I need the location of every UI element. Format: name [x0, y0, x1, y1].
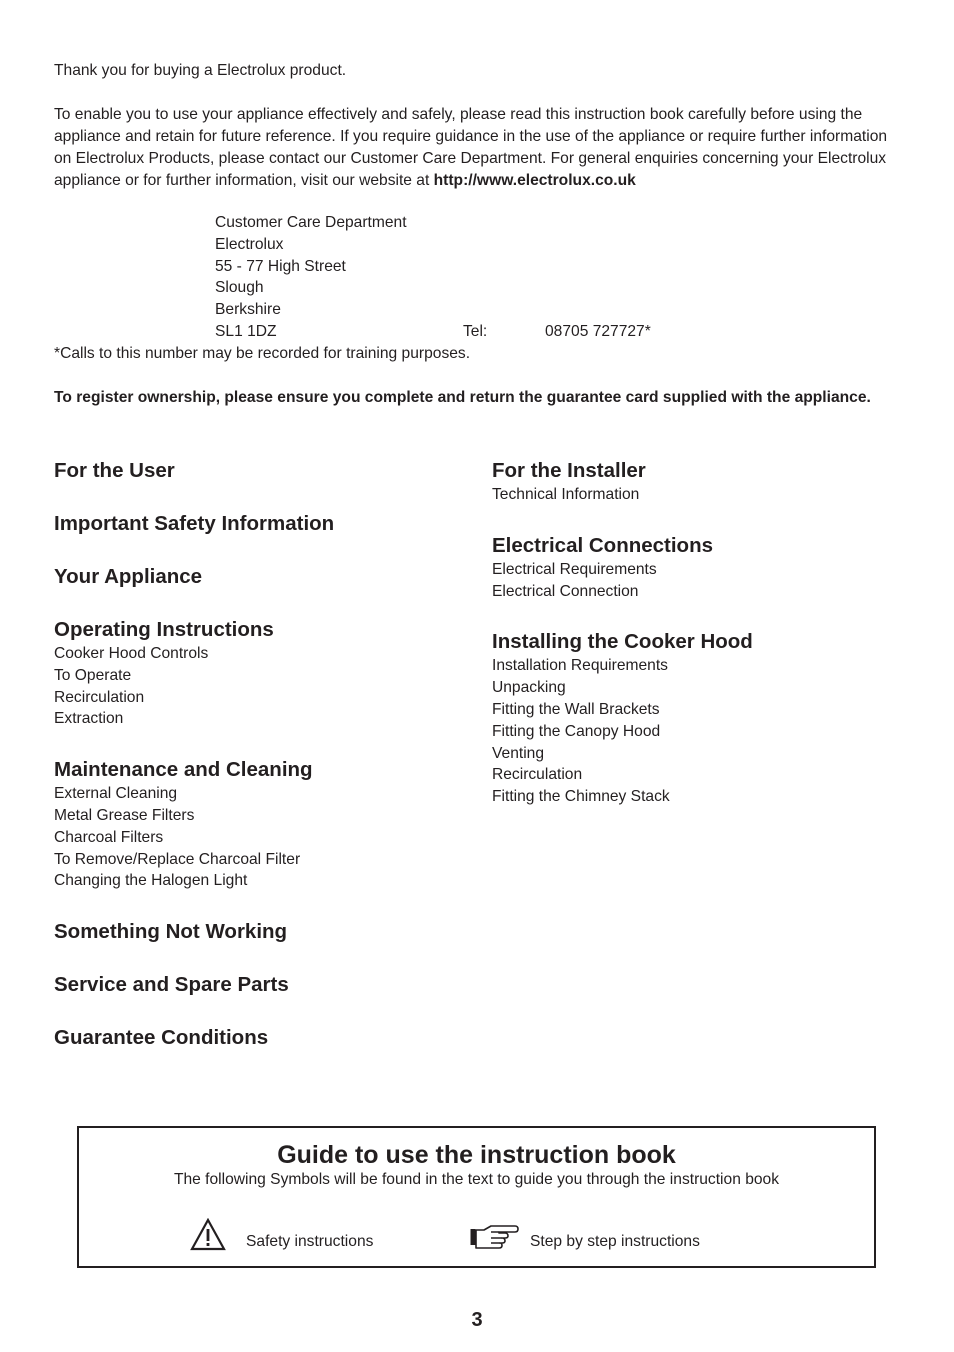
contents-column-user — [54, 458, 454, 1078]
contents-section — [54, 458, 454, 484]
section-item: Changing the Halogen Light — [54, 872, 248, 890]
calls-note: *Calls to this number may be recorded for training purposes. — [54, 345, 471, 362]
section-heading: Maintenance and Cleaning — [54, 758, 313, 782]
address-line: Electrolux — [215, 235, 284, 253]
contents-section — [492, 458, 912, 506]
contents-section — [54, 617, 454, 730]
section-item: Venting — [492, 744, 545, 762]
section-item: Metal Grease Filters — [54, 806, 195, 824]
intro-text — [54, 60, 904, 192]
contents-column-installer — [492, 458, 912, 835]
section-heading: Installing the Cooker Hood — [492, 630, 753, 654]
tel-number: 08705 727727* — [545, 323, 651, 340]
section-item: Electrical Requirements — [492, 560, 657, 578]
address-line: 55 - 77 High Street — [215, 257, 346, 275]
section-item: To Remove/Replace Charcoal Filter — [54, 850, 301, 868]
website-link[interactable]: http://www.electrolux.co.uk — [433, 172, 636, 189]
section-item: Installation Requirements — [492, 657, 668, 675]
section-item: Recirculation — [492, 766, 583, 784]
section-item: Recirculation — [54, 688, 145, 706]
instructions-paragraph — [54, 104, 904, 192]
page-number: 3 — [471, 1309, 483, 1331]
contents-section — [54, 564, 454, 590]
guide-subtitle: The following Symbols will be found in the text to guide you through the instruction book — [173, 1171, 780, 1188]
contents-section — [492, 533, 912, 603]
warning-triangle-icon — [190, 1218, 226, 1251]
guide-box — [77, 1126, 876, 1268]
section-heading: For the Installer — [492, 459, 646, 482]
section-heading: Operating Instructions — [54, 618, 274, 641]
address-line: Customer Care Department — [215, 214, 407, 231]
register-ownership-note: To register ownership, please ensure you complete and return the guarantee card supplied with the appliance. — [54, 389, 871, 406]
step-instructions-label: Step by step instructions — [530, 1233, 700, 1250]
section-item: Unpacking — [492, 679, 566, 697]
contents-section — [54, 1025, 454, 1051]
section-item: To Operate — [54, 666, 132, 684]
contents-section — [54, 972, 454, 998]
guide-title: Guide to use the instruction book — [277, 1141, 676, 1169]
pointing-hand-icon — [469, 1224, 519, 1250]
section-item: Fitting the Chimney Stack — [492, 788, 670, 806]
section-item: Charcoal Filters — [54, 828, 164, 846]
address-line: SL1 1DZ — [215, 322, 277, 340]
section-heading: For the User — [54, 459, 175, 482]
customer-care-address — [215, 212, 407, 343]
section-item: Fitting the Wall Brackets — [492, 700, 660, 718]
section-heading: Electrical Connections — [492, 533, 714, 557]
section-item: Extraction — [54, 710, 124, 728]
section-heading: Important Safety Information — [54, 512, 335, 535]
address-line: Slough — [215, 279, 264, 297]
section-item: External Cleaning — [54, 785, 178, 803]
contents-section — [54, 511, 454, 537]
tel-label: Tel: — [463, 323, 488, 340]
contents-section — [54, 919, 454, 945]
contents-section — [492, 629, 912, 808]
enable-text: To enable you to use your appliance effectively and safely, please read this instruction book carefully before using the appliance and retain for future reference. If you require guidance in the use of the appliance or require further information on Electrolux Products, please contact our Customer Care Department. For general enquiries concerning your Electrolux appliance or for further information, visit our website at — [54, 106, 888, 189]
section-heading: Something Not Working — [54, 920, 288, 944]
section-heading: Your Appliance — [54, 565, 203, 588]
section-item: Cooker Hood Controls — [54, 645, 209, 662]
section-heading: Service and Spare Parts — [54, 973, 289, 997]
contents-section — [54, 757, 454, 892]
thank-you-text: Thank you for buying a Electrolux product. — [54, 62, 347, 79]
safety-instructions-label: Safety instructions — [246, 1233, 374, 1250]
section-item: Fitting the Canopy Hood — [492, 722, 661, 740]
address-line: Berkshire — [215, 301, 281, 319]
section-item: Technical Information — [492, 486, 640, 503]
section-item: Electrical Connection — [492, 582, 639, 600]
section-heading: Guarantee Conditions — [54, 1026, 269, 1050]
